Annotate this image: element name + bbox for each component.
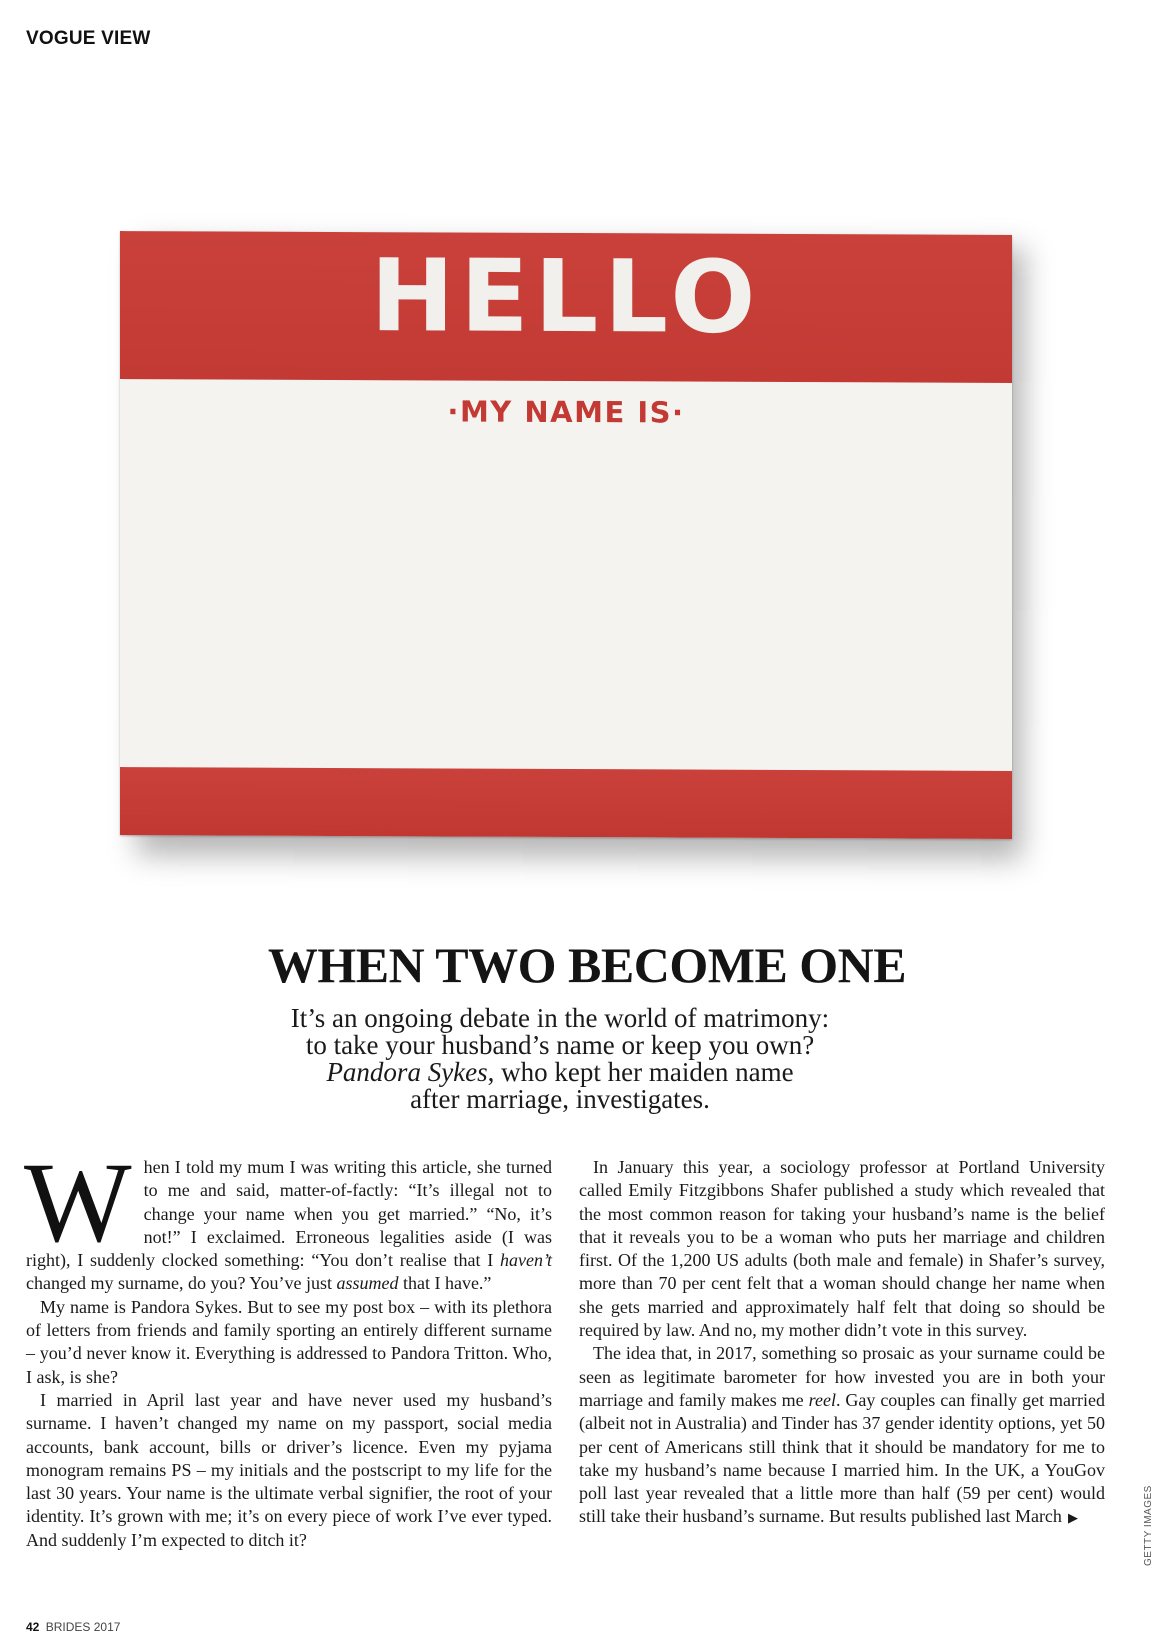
article-headline: WHEN TWO BECOME ONE bbox=[267, 937, 907, 993]
author-name: Pandora Sykes bbox=[326, 1057, 488, 1087]
article-standfirst bbox=[230, 1005, 890, 1113]
page-number: 42 bbox=[26, 1620, 40, 1634]
page-folio bbox=[26, 1620, 120, 1634]
drop-cap: W bbox=[24, 1139, 132, 1266]
body-column-left bbox=[24, 1139, 552, 1552]
body-text: that I have.” bbox=[398, 1273, 492, 1294]
body-text: hen I told my mum I was writing this article, she turned to me and said, matter-of-factly: “It’s illegal not to change your name when you get married.” “No, it’s not!” I exclaimed. Erroneous legalities aside (I was right), I suddenly clocked something: “You don’t realise that I bbox=[26, 1157, 552, 1271]
name-tag-subtitle: ·MY NAME IS· bbox=[447, 394, 685, 430]
name-tag-illustration bbox=[120, 231, 1012, 839]
standfirst-line-3 bbox=[230, 1059, 890, 1086]
body-column-right bbox=[579, 1156, 1105, 1530]
section-label: VOGUE VIEW bbox=[26, 28, 151, 49]
continue-arrow-icon: ▶ bbox=[1067, 1510, 1078, 1526]
photo-credit: GETTY IMAGES bbox=[1143, 1485, 1154, 1566]
standfirst-line-3-text: , who kept her maiden name bbox=[487, 1057, 794, 1087]
body-emphasis: reel bbox=[808, 1389, 836, 1410]
standfirst-line-1: It’s an ongoing debate in the world of matrimony: bbox=[290, 1003, 830, 1033]
body-paragraph: I married in April last year and have never used my husband’s surname. I haven’t changed my name on my passport, social media accounts, bank account, bills or driver’s licence. Even my pyjama monogram remains PS – my initials and the postscript to my life for the last 30 years. Your name is the ultimate verbal signifier, the root of your identity. It’s grown with me; it’s on every piece of work I’ve ever typed. And suddenly I’m expected to ditch it? bbox=[26, 1389, 552, 1550]
body-text: The idea that, in 2017, something so prosaic as your surname could be seen as legitimate barometer for how invested you are in both your marriage and family makes me bbox=[579, 1343, 1105, 1410]
body-emphasis: assumed bbox=[336, 1273, 399, 1294]
body-paragraph: In January this year, a sociology professor at Portland University called Emily Fitzgibbons Shafer published a study which revealed that the most common reason for taking your husband’s name is the belief that it reveals you to be a woman who puts her marriage and children first. Of the 1,200 US adults (both male and female) in Shafer’s survey, more than 70 per cent felt that a woman should change her name when she gets married and approximately half felt that doing so should be required by law. And no, my mother didn’t vote in this survey. bbox=[579, 1157, 1105, 1341]
body-paragraph bbox=[579, 1342, 1105, 1529]
standfirst-line-2: to take your husband’s name or keep you own? bbox=[305, 1030, 815, 1060]
name-tag-hello: HELLO bbox=[370, 237, 762, 356]
body-emphasis: haven’t bbox=[500, 1250, 552, 1271]
publication-label: BRIDES 2017 bbox=[45, 1620, 121, 1634]
body-text: changed my surname, do you? You’ve just bbox=[26, 1273, 337, 1294]
name-tag-bottom-band bbox=[120, 767, 1012, 839]
standfirst-line-4: after marriage, investigates. bbox=[410, 1084, 710, 1114]
body-text: . Gay couples can finally get married (albeit not in Australia) and Tinder has 37 gender identity options, yet 50 per cent of Americans still think that it should be mandatory for me to take my husband’s name because I married him. In the UK, a YouGov poll last year revealed that a little more than half (59 per cent) would still take their husband’s surname. But results published last March bbox=[579, 1389, 1105, 1527]
body-paragraph: My name is Pandora Sykes. But to see my post box – with its plethora of letters from friends and family sporting an entirely different surname – you’d never know it. Everything is addressed to Pandora Tritton. Who, I ask, is she? bbox=[26, 1296, 552, 1387]
body-paragraph bbox=[24, 1139, 552, 1296]
